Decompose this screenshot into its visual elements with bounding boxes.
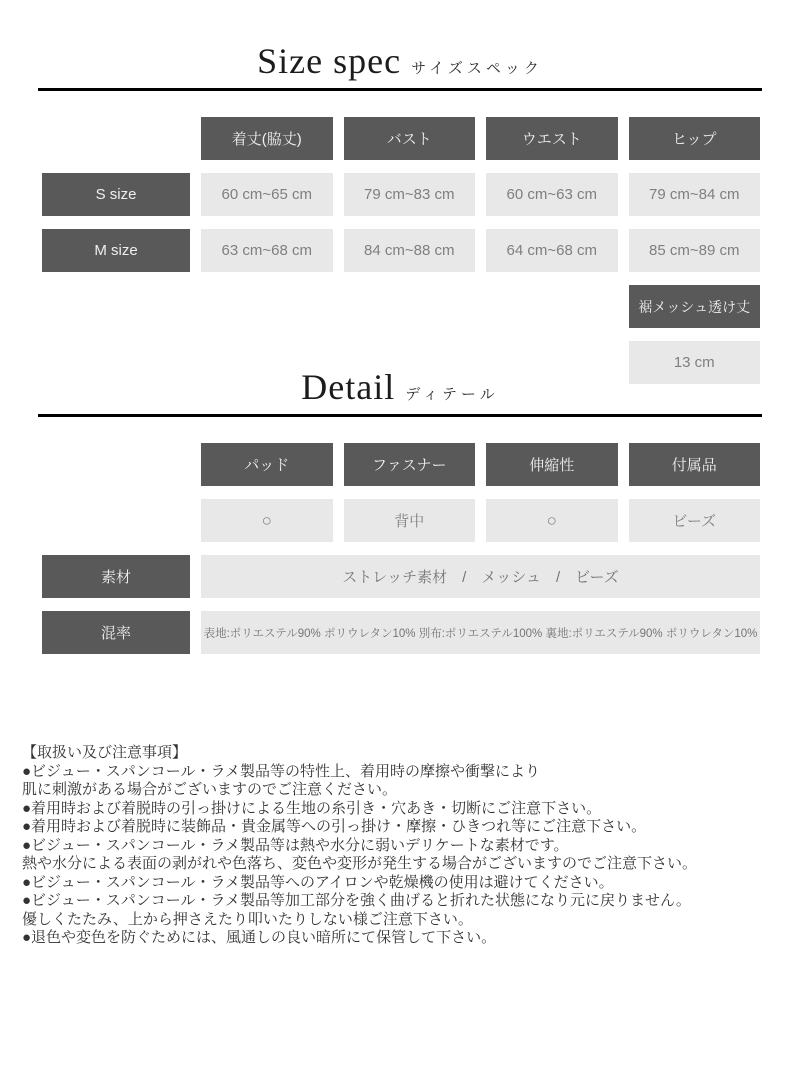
column-header-hip: ヒップ xyxy=(629,117,761,160)
column-header-pad: パッド xyxy=(201,443,333,486)
fastener-value-cell: 背中 xyxy=(344,499,476,542)
row-label-material: 素材 xyxy=(42,555,190,598)
column-header-accessories: 付属品 xyxy=(629,443,761,486)
size-spec-title-en: Size spec xyxy=(257,41,402,81)
size-spec-divider xyxy=(38,88,762,91)
care-note-line: ●ビジュー・スパンコール・ラメ製品等へのアイロンや乾燥機の使用は避けてください。 xyxy=(22,873,614,891)
size-spec-title xyxy=(0,0,800,82)
m-size-bust-cell: 84 cm~88 cm xyxy=(344,229,476,272)
pad-value-cell: ○ xyxy=(201,499,333,542)
m-size-waist-cell: 64 cm~68 cm xyxy=(486,229,618,272)
row-label-m-size: M size xyxy=(42,229,190,272)
care-note-line: 優しくたたみ、上から押さえたり叩いたりしない様ご注意下さい。 xyxy=(22,910,473,928)
column-header-fastener: ファスナー xyxy=(344,443,476,486)
detail-divider xyxy=(38,414,762,417)
column-header-bust: バスト xyxy=(344,117,476,160)
care-note-line: ●着用時および着脱時の引っ掛けによる生地の糸引き・穴あき・切断にご注意下さい。 xyxy=(22,799,602,817)
care-note-line: 熱や水分による表面の剥がれや色落ち、変色や変形が発生する場合がございますのでご注意下さい。 xyxy=(22,855,698,872)
m-size-length-cell: 63 cm~68 cm xyxy=(201,229,333,272)
column-header-waist: ウエスト xyxy=(486,117,618,160)
m-size-hip-cell: 85 cm~89 cm xyxy=(629,229,761,272)
detail-table xyxy=(42,443,760,654)
hem-mesh-length-header: 裾メッシュ透け丈 xyxy=(629,285,761,328)
row-label-fabric-mix: 混率 xyxy=(42,611,190,654)
row-label-s-size: S size xyxy=(42,173,190,216)
care-note-line: ●着用時および着脱時に装飾品・貴金属等への引っ掛け・摩擦・ひきつれ等にご注意下さい。 xyxy=(22,818,647,835)
detail-value-row-spacer xyxy=(42,499,190,542)
detail-title-en: Detail xyxy=(301,367,396,407)
detail-title-ja: ディテール xyxy=(405,387,499,403)
fabric-mix-value-cell: 表地:ポリエステル90% ポリウレタン10% 別布:ポリエステル100% 裏地:ポリエステル90% ポリウレタン10% xyxy=(201,611,760,654)
material-value-cell: ストレッチ素材 / メッシュ / ビーズ xyxy=(201,555,760,598)
hem-mesh-length-value: 13 cm xyxy=(629,341,761,384)
stretch-value-cell: ○ xyxy=(486,499,618,542)
care-note-line: ●ビジュー・スパンコール・ラメ製品等は熱や水分に弱いデリケートな素材です。 xyxy=(22,836,569,854)
care-note-line: ●退色や変色を防ぐためには、風通しの良い暗所にて保管して下さい。 xyxy=(22,929,497,946)
size-spec-title-ja: サイズスペック xyxy=(411,61,543,77)
column-header-length: 着丈(脇丈) xyxy=(201,117,333,160)
care-note-line: ●ビジュー・スパンコール・ラメ製品等加工部分を強く曲げると折れた状態になり元に戻りません。 xyxy=(22,892,691,909)
s-size-waist-cell: 60 cm~63 cm xyxy=(486,173,618,216)
care-notes-heading: 【取扱い及び注意事項】 xyxy=(22,744,188,761)
accessories-value-cell: ビーズ xyxy=(629,499,761,542)
column-header-stretch: 伸縮性 xyxy=(486,443,618,486)
size-spec-table xyxy=(42,117,760,384)
care-note-line: 肌に刺激がある場合がございますのでご注意ください。 xyxy=(22,781,398,798)
care-notes xyxy=(22,744,760,948)
care-note-line: ●ビジュー・スパンコール・ラメ製品等の特性上、着用時の摩擦や衝撃により xyxy=(22,762,541,780)
s-size-length-cell: 60 cm~65 cm xyxy=(201,173,333,216)
s-size-bust-cell: 79 cm~83 cm xyxy=(344,173,476,216)
s-size-hip-cell: 79 cm~84 cm xyxy=(629,173,761,216)
size-spec-corner-spacer xyxy=(42,117,190,160)
detail-corner-spacer xyxy=(42,443,190,486)
